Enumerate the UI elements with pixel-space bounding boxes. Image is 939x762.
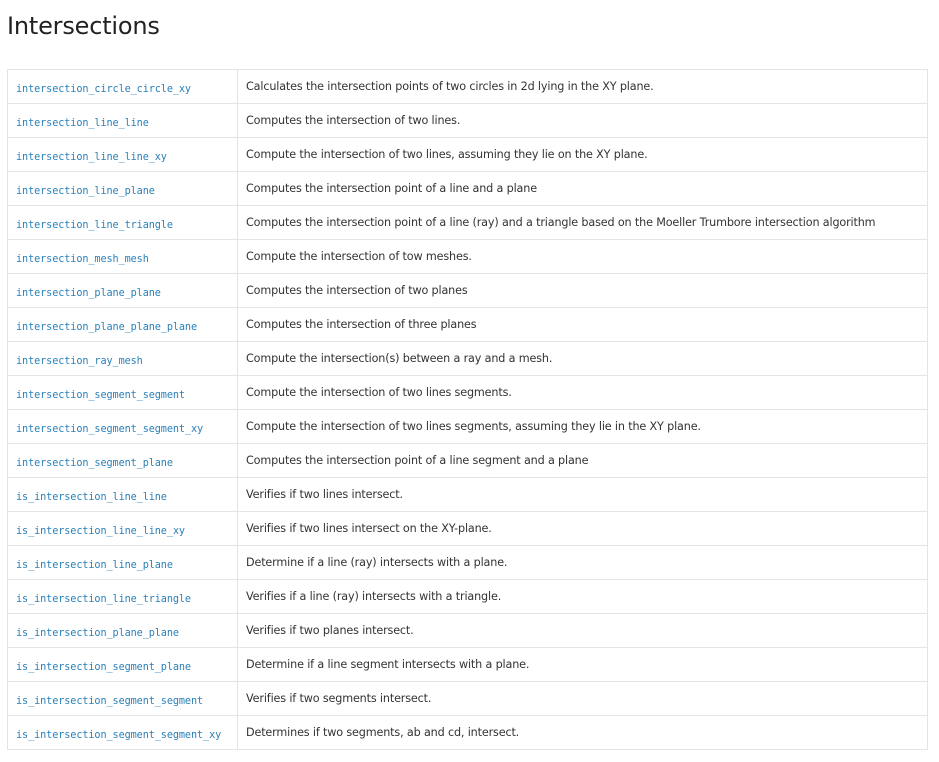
function-link[interactable]: is_intersection_segment_segment_xy [16, 730, 222, 741]
table-row [8, 478, 928, 512]
function-name-cell [8, 376, 238, 410]
table-row [8, 410, 928, 444]
function-description: Determine if a line (ray) intersects with a plane. [238, 546, 928, 580]
function-link[interactable]: is_intersection_line_line [16, 492, 167, 503]
table-row [8, 206, 928, 240]
function-description: Computes the intersection of two lines. [238, 104, 928, 138]
table-row [8, 308, 928, 342]
function-description: Verifies if a line (ray) intersects with a triangle. [238, 580, 928, 614]
table-row [8, 444, 928, 478]
function-description: Verifies if two lines intersect. [238, 478, 928, 512]
function-link[interactable]: intersection_segment_segment [16, 390, 185, 401]
function-name-cell [8, 648, 238, 682]
function-link[interactable]: is_intersection_line_triangle [16, 594, 191, 605]
table-row [8, 104, 928, 138]
function-name-cell [8, 410, 238, 444]
table-row [8, 682, 928, 716]
table-row [8, 580, 928, 614]
function-link[interactable]: intersection_line_plane [16, 186, 155, 197]
function-link[interactable]: is_intersection_line_plane [16, 560, 173, 571]
function-name-cell [8, 206, 238, 240]
table-row [8, 376, 928, 410]
table-row [8, 546, 928, 580]
function-description: Compute the intersection of two lines segments, assuming they lie in the XY plane. [238, 410, 928, 444]
table-row [8, 614, 928, 648]
function-description: Computes the intersection of three planes [238, 308, 928, 342]
table-row [8, 240, 928, 274]
function-description: Verifies if two planes intersect. [238, 614, 928, 648]
function-name-cell [8, 274, 238, 308]
table-row [8, 70, 928, 104]
function-name-cell [8, 138, 238, 172]
table-row [8, 648, 928, 682]
function-link[interactable]: intersection_plane_plane_plane [16, 322, 198, 333]
function-description: Verifies if two segments intersect. [238, 682, 928, 716]
function-name-cell [8, 580, 238, 614]
function-name-cell [8, 308, 238, 342]
function-link[interactable]: intersection_segment_segment_xy [16, 424, 204, 435]
function-link[interactable]: is_intersection_plane_plane [16, 628, 179, 639]
table-row [8, 512, 928, 546]
function-link[interactable]: is_intersection_line_line_xy [16, 526, 185, 537]
function-description: Determine if a line segment intersects with a plane. [238, 648, 928, 682]
function-link[interactable]: intersection_circle_circle_xy [16, 84, 191, 95]
function-description: Computes the intersection point of a line (ray) and a triangle based on the Moeller Trumbore intersection algorithm [238, 206, 928, 240]
function-description: Computes the intersection point of a line and a plane [238, 172, 928, 206]
api-summary-table [7, 69, 928, 750]
function-link[interactable]: is_intersection_segment_plane [16, 662, 191, 673]
function-description: Compute the intersection(s) between a ray and a mesh. [238, 342, 928, 376]
table-row [8, 172, 928, 206]
api-table-body [8, 70, 928, 750]
function-description: Computes the intersection point of a line segment and a plane [238, 444, 928, 478]
function-name-cell [8, 172, 238, 206]
function-description: Computes the intersection of two planes [238, 274, 928, 308]
function-description: Calculates the intersection points of two circles in 2d lying in the XY plane. [238, 70, 928, 104]
table-row [8, 342, 928, 376]
function-link[interactable]: intersection_line_line [16, 118, 149, 129]
function-name-cell [8, 546, 238, 580]
function-name-cell [8, 70, 238, 104]
function-description: Compute the intersection of two lines segments. [238, 376, 928, 410]
table-row [8, 716, 928, 750]
function-name-cell [8, 104, 238, 138]
function-name-cell [8, 682, 238, 716]
function-description: Determines if two segments, ab and cd, intersect. [238, 716, 928, 750]
function-link[interactable]: is_intersection_segment_segment [16, 696, 204, 707]
function-link[interactable]: intersection_line_line_xy [16, 152, 167, 163]
function-name-cell [8, 512, 238, 546]
function-link[interactable]: intersection_segment_plane [16, 458, 173, 469]
function-description: Compute the intersection of tow meshes. [238, 240, 928, 274]
table-row [8, 274, 928, 308]
function-description: Verifies if two lines intersect on the XY-plane. [238, 512, 928, 546]
function-name-cell [8, 716, 238, 750]
table-row [8, 138, 928, 172]
function-link[interactable]: intersection_plane_plane [16, 288, 161, 299]
function-link[interactable]: intersection_mesh_mesh [16, 254, 149, 265]
function-link[interactable]: intersection_line_triangle [16, 220, 173, 231]
function-name-cell [8, 240, 238, 274]
function-name-cell [8, 444, 238, 478]
function-name-cell [8, 614, 238, 648]
function-link[interactable]: intersection_ray_mesh [16, 356, 143, 367]
function-name-cell [8, 478, 238, 512]
function-name-cell [8, 342, 238, 376]
page-title: Intersections [7, 12, 160, 40]
function-description: Compute the intersection of two lines, assuming they lie on the XY plane. [238, 138, 928, 172]
